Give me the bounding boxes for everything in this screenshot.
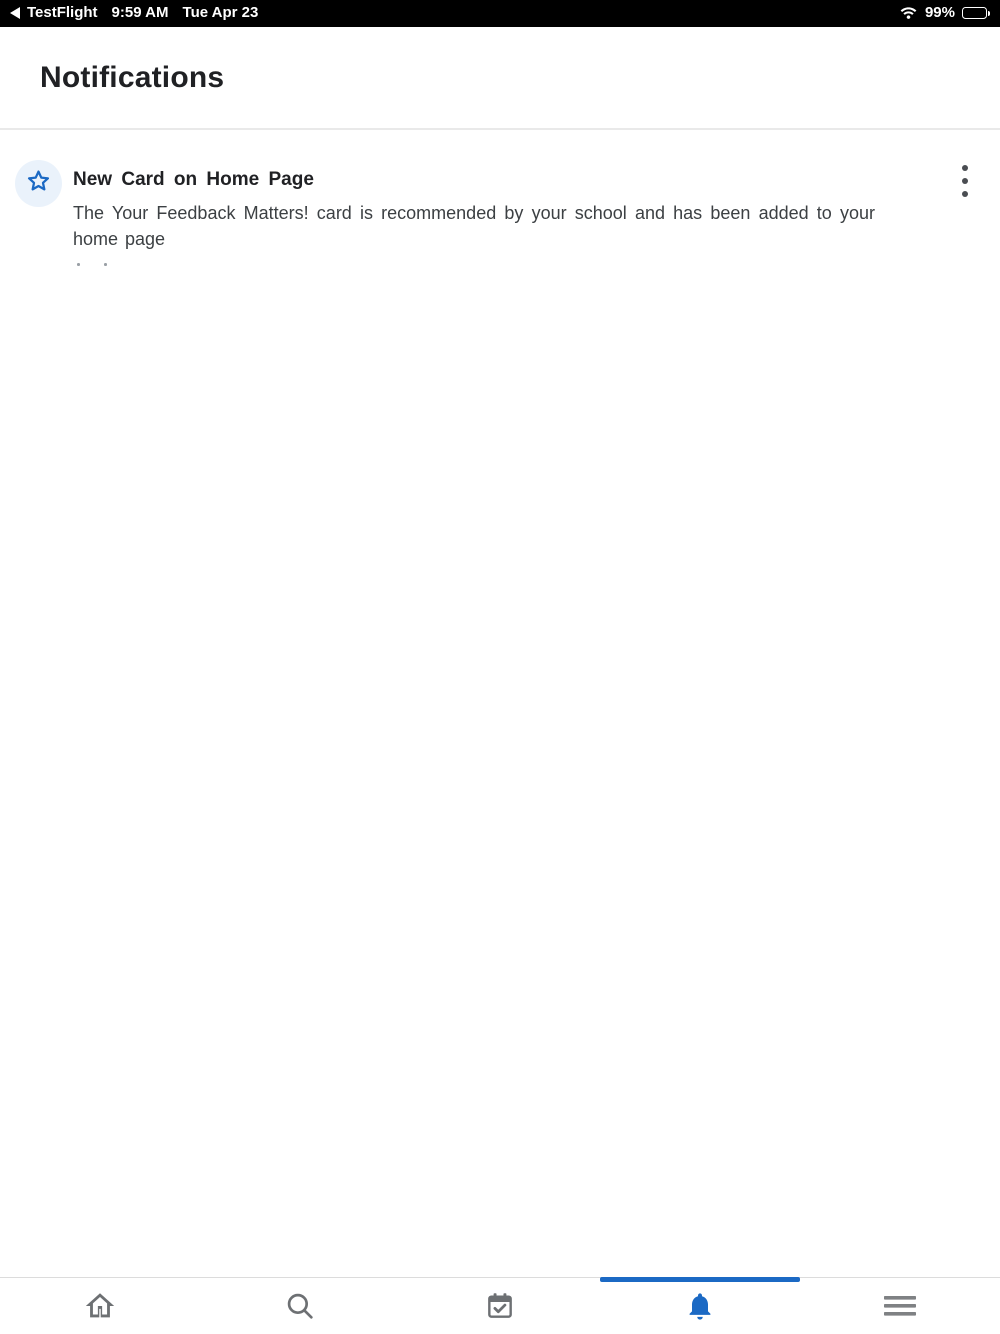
back-app-label: TestFlight [27, 4, 98, 21]
battery-percent: 99% [924, 4, 955, 21]
wifi-icon [899, 5, 918, 20]
kebab-menu-icon[interactable] [958, 161, 972, 201]
home-icon [83, 1289, 117, 1323]
star-badge [15, 160, 62, 207]
status-date: Tue Apr 23 [182, 4, 259, 21]
tab-bar [0, 1277, 1000, 1334]
hamburger-menu-icon [883, 1291, 917, 1321]
calendar-check-icon [484, 1290, 516, 1322]
clipped-text-remnant [77, 263, 117, 267]
tab-home[interactable] [0, 1278, 200, 1334]
back-to-app-button[interactable] [10, 4, 98, 21]
notification-title: New Card on Home Page [73, 169, 314, 190]
notification-body: The Your Feedback Matters! card is recommended by your school and has been added to your home page [73, 203, 875, 249]
star-icon [25, 168, 52, 200]
tab-menu[interactable] [800, 1278, 1000, 1334]
back-triangle-icon [10, 7, 20, 19]
tab-calendar[interactable] [400, 1278, 600, 1334]
notification-item[interactable] [0, 130, 1000, 252]
page-title: Notifications [40, 60, 225, 94]
status-time: 9:59 AM [111, 4, 169, 21]
bell-icon [684, 1290, 716, 1322]
status-bar [0, 0, 1000, 27]
page-header [0, 27, 1000, 130]
search-icon [283, 1289, 317, 1323]
notification-list [0, 130, 1000, 1277]
tab-search[interactable] [200, 1278, 400, 1334]
tab-notifications[interactable] [600, 1278, 800, 1334]
battery-icon [962, 7, 987, 19]
